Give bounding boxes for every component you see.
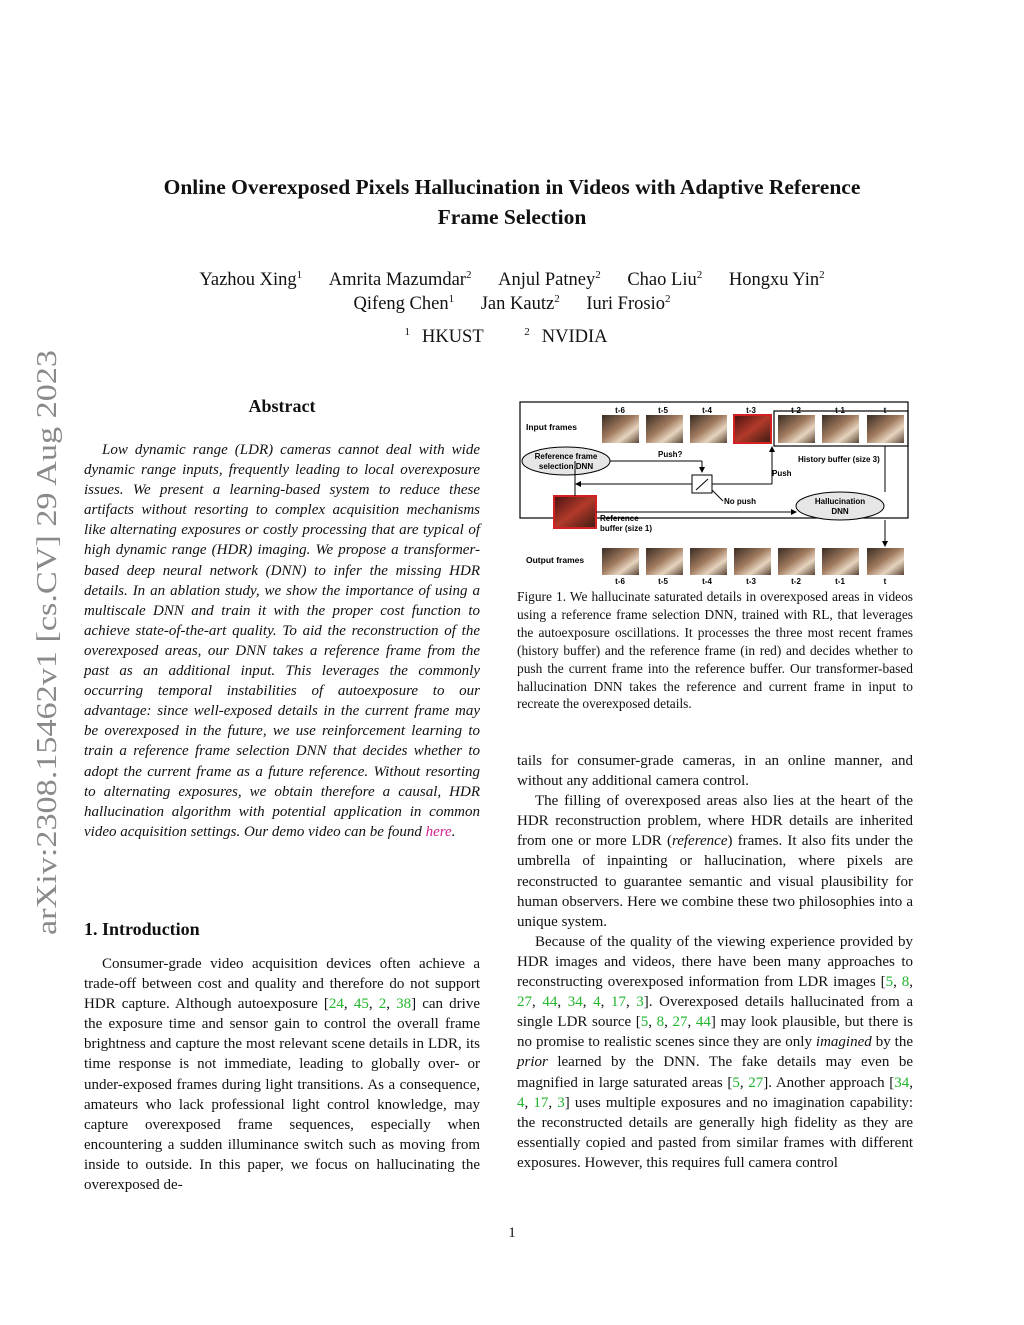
- citation-link[interactable]: 44: [695, 1014, 711, 1031]
- output-frame-thumbnail: [822, 548, 859, 575]
- intro-body: [84, 954, 480, 1195]
- emphasis: reference: [671, 833, 728, 850]
- time-label: t-4: [702, 577, 712, 585]
- paragraph: Because of the quality of the viewing experience provided by HDR images and videos, there have been many approaches to reconstructing overexposed information from LDR images [5, 8, 27, 44, 34, 4, 17, 3]. Overexposed details hallucinated from a single LDR source [5, 8, 27, 44] may look plausible, but there is no promise to realistic scenes since they are only imagined by the prior learned by the DNN. The fake details may even be magnified in large saturated areas [5, 27]. Another approach [34, 4, 17, 3] uses multiple exposures and no imagination capability: the reconstructed details are generally high fidelity as they are essentially copied and pasted from similar frames with different exposures. However, this requires full camera control: [517, 933, 914, 1171]
- citation-link[interactable]: 2: [378, 996, 387, 1013]
- output-frame-thumbnail: [734, 548, 771, 575]
- citation-link[interactable]: 27: [748, 1074, 764, 1091]
- reference-selection-label-2: selection DNN: [538, 462, 594, 471]
- author: Iuri Frosio$^2$: [586, 292, 671, 314]
- author: Anjul Patney$^2$: [498, 268, 601, 290]
- citation-link[interactable]: 34: [894, 1074, 910, 1091]
- arxiv-stamp: [8, 345, 68, 945]
- reference-selection-label-1: Reference frame: [534, 452, 598, 461]
- paper-title: [0, 172, 1024, 232]
- demo-video-link[interactable]: here: [425, 823, 452, 840]
- time-label: t-1: [835, 577, 845, 585]
- output-frames-label: Output frames: [526, 555, 585, 565]
- citation-link[interactable]: 8: [901, 974, 910, 991]
- reference-buffer-frame: [554, 496, 596, 528]
- affiliation: $^1$ HKUST: [404, 325, 484, 347]
- authors-row-1: [0, 268, 1024, 292]
- emphasis: imagined: [815, 1034, 872, 1051]
- input-frames: [602, 415, 904, 443]
- reference-input-frame-thumbnail: [734, 415, 771, 443]
- time-label: t-2: [791, 406, 801, 415]
- page-number: 1: [508, 1225, 516, 1241]
- citation-link[interactable]: 38: [396, 996, 412, 1013]
- authors: [0, 268, 1024, 316]
- time-label: t-1: [835, 406, 845, 415]
- time-label: t-6: [615, 406, 625, 415]
- citation-link[interactable]: 5: [732, 1074, 740, 1091]
- citation-link[interactable]: 3: [557, 1094, 565, 1111]
- title-line-2: Frame Selection: [437, 205, 587, 229]
- citation-link[interactable]: 8: [656, 1014, 665, 1031]
- figure-1: [518, 400, 914, 585]
- input-frame-thumbnail: [822, 415, 859, 443]
- citation-link[interactable]: 27: [517, 994, 532, 1011]
- reference-buffer-label-2: buffer (size 1): [600, 524, 653, 533]
- output-frame-thumbnail: [690, 548, 727, 575]
- citation-link[interactable]: 44: [542, 994, 558, 1011]
- reference-buffer-label-1: Reference: [600, 514, 639, 523]
- history-buffer-label: History buffer (size 3): [798, 455, 880, 464]
- time-label: t-2: [791, 577, 801, 585]
- hallucination-label-1: Hallucination: [814, 497, 866, 506]
- time-label: t-5: [658, 406, 668, 415]
- section-heading-introduction: 1. Introduction: [84, 919, 200, 939]
- author: Qifeng Chen$^1$: [353, 292, 455, 314]
- author: Amrita Mazumdar$^2$: [328, 268, 472, 290]
- push-label: Push: [772, 469, 792, 478]
- authors-row-2: [0, 292, 1024, 316]
- citation-link[interactable]: 3: [636, 994, 644, 1011]
- right-column-body: [517, 751, 913, 1173]
- output-frame-thumbnail: [646, 548, 683, 575]
- citation-link[interactable]: 27: [672, 1014, 688, 1031]
- abstract-paragraph: Low dynamic range (LDR) cameras cannot deal with wide dynamic range inputs, frequently leading to local overexposure issues. We present a learning-based system to reduce these artifacts without resorting to complex acquisition mechanisms like alternating exposures or costly processing that are typical of high dynamic range (HDR) imaging. We propose a transformer-based deep neural network (DNN) to infer the missing HDR details. In an ablation study, we show the importance of using a multiscale DNN and train it with the proper cost function to achieve state-of-the-art quality. To aid the reconstruction of the overexposed areas, our DNN takes a reference frame from the past as an additional input. This leverages the commonly occurring temporal instabilities of autoexposure to our advantage: since well-exposed details in the current frame may be overexposed in the future, we use reinforcement learning to train a reference frame selection DNN that decides whether to adopt the current frame as a future reference. Without resorting to alternating exposures, we obtain therefore a causal, HDR hallucination algorithm with potential application in common video acquisition settings. Our demo video can be found here.: [84, 442, 480, 840]
- time-label: t-6: [615, 577, 625, 585]
- abstract-body: [84, 440, 480, 842]
- affiliations: [0, 327, 1024, 348]
- emphasis: prior: [517, 1054, 548, 1071]
- time-label: t: [883, 577, 887, 585]
- intro-paragraph: Consumer-grade video acquisition devices often achieve a trade-off between cost and quality and therefore do not support HDR capture. Although autoexposure [24, 45, 2, 38] can drive the exposure time and sensor gain to control the overall frame brightness and capture the most relevant scene details in LDR, its time response is not immediate, leading to globally over- or under-exposed frames during light transitions. As a consequence, amateurs who lack professional light control knowledge, may capture overexposed frame sequences, especially when encountering a sudden illuminance switch such as moving from inside to outside. In this paper, we focus on hallucinating the overexposed de-: [84, 956, 480, 1194]
- input-frame-thumbnail: [778, 415, 815, 443]
- time-label: t: [883, 406, 887, 415]
- time-label: t-5: [658, 577, 668, 585]
- input-frame-thumbnail: [867, 415, 904, 443]
- output-frame-thumbnail: [867, 548, 904, 575]
- push-question-label: Push?: [658, 450, 683, 459]
- title-line-1: Online Overexposed Pixels Hallucination in Videos with Adaptive Reference: [163, 175, 861, 199]
- input-frame-thumbnail: [646, 415, 683, 443]
- input-frames-label: Input frames: [526, 422, 578, 432]
- time-label: t-3: [746, 577, 756, 585]
- paragraph: tails for consumer-grade cameras, in an online manner, and without any additional camera control.: [517, 753, 913, 790]
- author: Yazhou Xing$^1$: [199, 268, 303, 290]
- input-frame-thumbnail: [602, 415, 639, 443]
- citation-link[interactable]: 4: [517, 1094, 525, 1111]
- paragraph: The filling of overexposed areas also lies at the heart of the HDR reconstruction problem, where HDR details are inherited from one or more LDR (reference) frames. It also fits under the umbrella of inpainting or hallucination, where pixels are reconstructed to guarantee semantic and visual plausibility for human observers. Here we combine these two philosophies into a unique system.: [517, 793, 913, 930]
- author: Chao Liu$^2$: [627, 268, 703, 290]
- output-frames: [602, 548, 904, 575]
- citation-link[interactable]: 17: [610, 994, 626, 1011]
- citation-link[interactable]: 5: [640, 1014, 649, 1031]
- output-frame-thumbnail: [778, 548, 815, 575]
- time-label: t-4: [702, 406, 712, 415]
- time-label: t-3: [746, 406, 756, 415]
- output-frame-thumbnail: [602, 548, 639, 575]
- input-frame-thumbnail: [690, 415, 727, 443]
- citation-link[interactable]: 17: [533, 1094, 549, 1111]
- author: Jan Kautz$^2$: [480, 292, 560, 314]
- citation-link[interactable]: 34: [567, 994, 583, 1011]
- hallucination-label-2: DNN: [831, 507, 849, 516]
- time-labels-bottom: [615, 577, 887, 585]
- arxiv-id: arXiv:2308.15462v1 [cs.CV] 29 Aug 2023: [31, 438, 63, 935]
- citation-link[interactable]: 4: [593, 994, 601, 1011]
- affiliation: $^2$ NVIDIA: [524, 325, 608, 347]
- citation-link[interactable]: 45: [353, 996, 369, 1013]
- abstract-heading: Abstract: [248, 396, 316, 416]
- citation-link[interactable]: 24: [328, 996, 344, 1013]
- no-push-label: No push: [724, 497, 756, 506]
- citation-link[interactable]: 5: [885, 974, 894, 991]
- figure-caption: Figure 1. We hallucinate saturated details in overexposed areas in videos using a reference frame selection DNN, trained with RL, that leverages the autoexposure oscillations. It processes the three most recent frames (history buffer) and the reference frame (in red) and decides whether to push the current frame into the reference buffer. Our transformer-based hallucination DNN takes the reference and current frame in input to recreate the overexposed details.: [517, 589, 913, 712]
- author: Hongxu Yin$^2$: [728, 268, 825, 290]
